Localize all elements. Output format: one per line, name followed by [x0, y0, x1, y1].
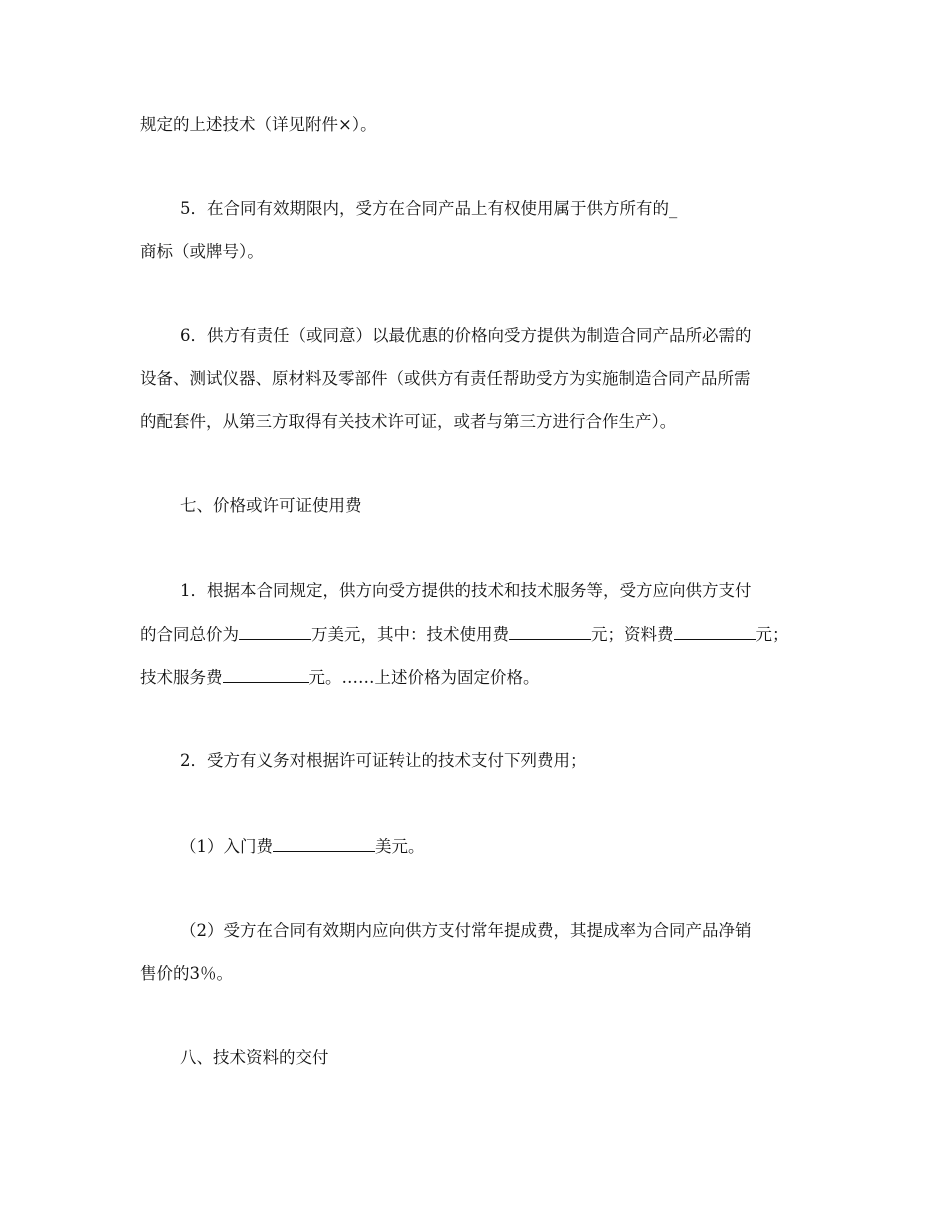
clause-7-2: 2．受方有义务对根据许可证转让的技术支付下列费用； — [180, 751, 587, 770]
section-8-heading: 八、技术资料的交付 — [180, 1048, 329, 1067]
clause-7-1-line-2 — [140, 623, 789, 646]
data-fee-blank — [674, 623, 756, 640]
clause-7-1-line-3 — [140, 666, 540, 689]
clause-7-1-text-e: 技术服务费 — [140, 668, 223, 687]
clause-6-line-1: 6．供方有责任（或同意）以最优惠的价格向受方提供为制造合同产品所必需的 — [180, 326, 752, 345]
clause-7-2-1-text-a: （1）入门费 — [180, 837, 273, 856]
clause-7-2-2-line-2: 售价的3％。 — [140, 964, 233, 983]
clause-7-1-text-c: 元；资料费 — [591, 625, 674, 644]
section-7-heading: 七、价格或许可证使用费 — [180, 496, 362, 515]
clause-7-1-text-f: 元。……上述价格为固定价格。 — [308, 668, 540, 687]
entry-fee-blank — [273, 835, 375, 852]
clause-7-1-text-b: 万美元，其中：技术使用费 — [311, 625, 509, 644]
clause-5-line-2: 商标（或牌号）。 — [140, 242, 264, 261]
tech-fee-blank — [509, 623, 591, 640]
clause-7-2-2-line-1: （2）受方在合同有效期内应向供方支付常年提成费，其提成率为合同产品净销 — [180, 921, 752, 940]
clause-7-1-text-d: 元； — [755, 625, 789, 644]
clause-6-line-2: 设备、测试仪器、原材料及零部件（或供方有责任帮助受方为实施制造合同产品所需 — [140, 369, 751, 388]
clause-7-1-line-1: 1．根据本合同规定，供方向受方提供的技术和技术服务等，受方应向供方支付 — [180, 581, 752, 600]
service-fee-blank — [223, 666, 309, 683]
paragraph-continued-tech: 规定的上述技术（详见附件×）。 — [140, 115, 377, 134]
clause-7-2-1-text-b: 美元。 — [375, 837, 425, 856]
clause-7-1-text-a: 的合同总价为 — [140, 625, 239, 644]
clause-5-line-1: 5．在合同有效期限内，受方在合同产品上有权使用属于供方所有的_ — [180, 199, 678, 218]
clause-6-line-3: 的配套件，从第三方取得有关技术许可证，或者与第三方进行合作生产）。 — [140, 412, 677, 431]
total-price-blank — [239, 623, 311, 640]
clause-7-2-1 — [180, 835, 425, 858]
